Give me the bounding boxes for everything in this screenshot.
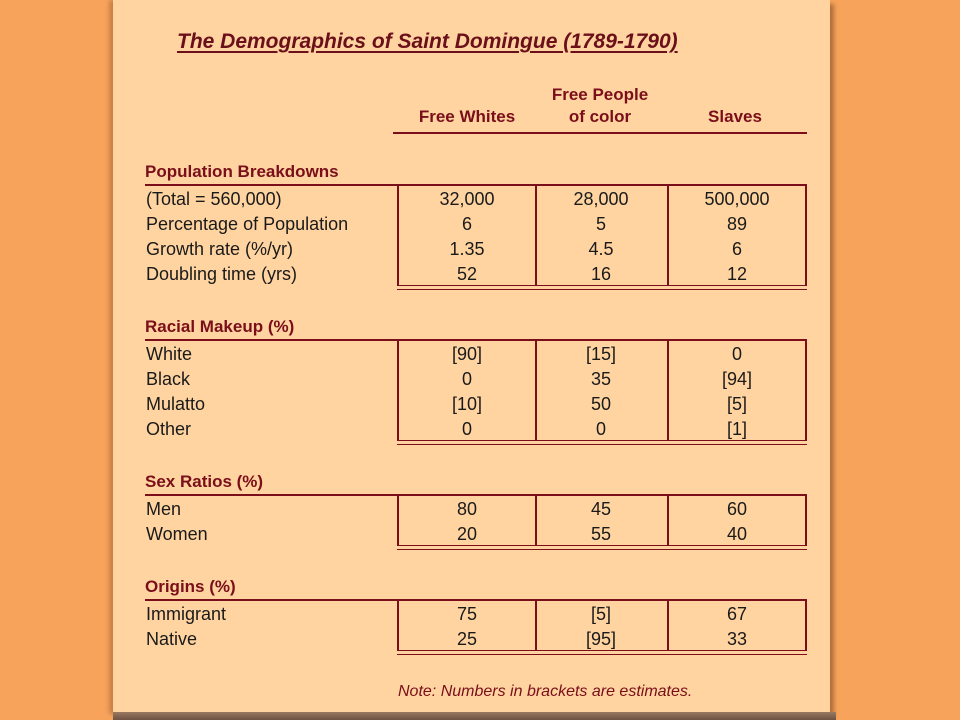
cell-free-people-of-color: 16 bbox=[590, 264, 612, 284]
cell-slaves: 12 bbox=[726, 264, 748, 284]
cell-free-whites: 25 bbox=[456, 629, 478, 649]
column-header-line1 bbox=[668, 84, 802, 106]
page-title: The Demographics of Saint Domingue (1789-1790) bbox=[177, 30, 678, 53]
section-title-racial-makeup: Racial Makeup (%) bbox=[145, 317, 295, 336]
column-header-slaves bbox=[668, 84, 802, 128]
cell-free-people-of-color: 0 bbox=[595, 419, 606, 439]
column-header-line1: Free People bbox=[551, 85, 649, 104]
cell-free-people-of-color: [15] bbox=[585, 344, 617, 364]
cell-slaves: [5] bbox=[726, 394, 747, 414]
table-row bbox=[0, 627, 960, 652]
row-label: (Total = 560,000) bbox=[146, 189, 282, 209]
cell-free-people-of-color: 35 bbox=[590, 369, 612, 389]
cell-slaves: 67 bbox=[726, 604, 748, 624]
table-row bbox=[0, 392, 960, 417]
section-title-population: Population Breakdowns bbox=[145, 162, 339, 181]
column-header-line2: Free Whites bbox=[418, 107, 516, 126]
row-label: Growth rate (%/yr) bbox=[146, 239, 294, 259]
panel-bottom-edge bbox=[113, 712, 836, 720]
cell-free-people-of-color: 4.5 bbox=[588, 239, 614, 259]
cell-free-whites: 75 bbox=[456, 604, 478, 624]
cell-slaves: 33 bbox=[726, 629, 748, 649]
cell-free-people-of-color: [95] bbox=[585, 629, 617, 649]
row-label: Native bbox=[146, 629, 198, 649]
cell-slaves: 40 bbox=[726, 524, 748, 544]
table-row bbox=[0, 602, 960, 627]
row-label: Men bbox=[146, 499, 182, 519]
row-label: White bbox=[146, 344, 193, 364]
header-rule bbox=[393, 132, 807, 134]
column-header-line2: of color bbox=[568, 107, 632, 126]
table-row bbox=[0, 212, 960, 237]
cell-slaves: 60 bbox=[726, 499, 748, 519]
cell-free-whites: 80 bbox=[456, 499, 478, 519]
cell-free-people-of-color: [5] bbox=[590, 604, 611, 624]
cell-slaves: [1] bbox=[726, 419, 747, 439]
column-header-free-whites bbox=[400, 84, 534, 128]
cell-free-whites: [90] bbox=[451, 344, 483, 364]
cell-free-whites: 32,000 bbox=[439, 189, 495, 209]
cell-slaves: [94] bbox=[721, 369, 753, 389]
table-row bbox=[0, 522, 960, 547]
table-row bbox=[0, 342, 960, 367]
cell-free-whites: 6 bbox=[461, 214, 472, 234]
table-row bbox=[0, 262, 960, 287]
cell-free-people-of-color: 5 bbox=[595, 214, 606, 234]
table-row bbox=[0, 367, 960, 392]
row-label: Immigrant bbox=[146, 604, 227, 624]
row-label: Women bbox=[146, 524, 208, 544]
row-label: Mulatto bbox=[146, 394, 206, 414]
cell-slaves: 500,000 bbox=[704, 189, 770, 209]
cell-slaves: 89 bbox=[726, 214, 748, 234]
cell-free-people-of-color: 50 bbox=[590, 394, 612, 414]
column-header-line2: Slaves bbox=[708, 107, 762, 126]
row-label: Black bbox=[146, 369, 191, 389]
cell-free-whites: 52 bbox=[456, 264, 478, 284]
table-row bbox=[0, 237, 960, 262]
cell-free-whites: 20 bbox=[456, 524, 478, 544]
cell-free-whites: 0 bbox=[461, 419, 472, 439]
table-row bbox=[0, 417, 960, 442]
cell-free-people-of-color: 55 bbox=[590, 524, 612, 544]
cell-free-whites: 0 bbox=[461, 369, 472, 389]
cell-free-people-of-color: 45 bbox=[590, 499, 612, 519]
table-row bbox=[0, 497, 960, 522]
cell-free-whites: 1.35 bbox=[449, 239, 485, 259]
column-header-free-people-of-color bbox=[532, 84, 668, 128]
table-row bbox=[0, 187, 960, 212]
footnote: Note: Numbers in brackets are estimates. bbox=[398, 683, 693, 700]
row-label: Other bbox=[146, 419, 192, 439]
row-label: Percentage of Population bbox=[146, 214, 349, 234]
cell-slaves: 6 bbox=[731, 239, 742, 259]
cell-free-whites: [10] bbox=[451, 394, 483, 414]
cell-free-people-of-color: 28,000 bbox=[573, 189, 629, 209]
cell-slaves: 0 bbox=[731, 344, 742, 364]
row-label: Doubling time (yrs) bbox=[146, 264, 298, 284]
column-header-line1 bbox=[400, 84, 534, 106]
section-title-origins: Origins (%) bbox=[145, 577, 236, 596]
section-title-sex-ratios: Sex Ratios (%) bbox=[145, 472, 264, 491]
